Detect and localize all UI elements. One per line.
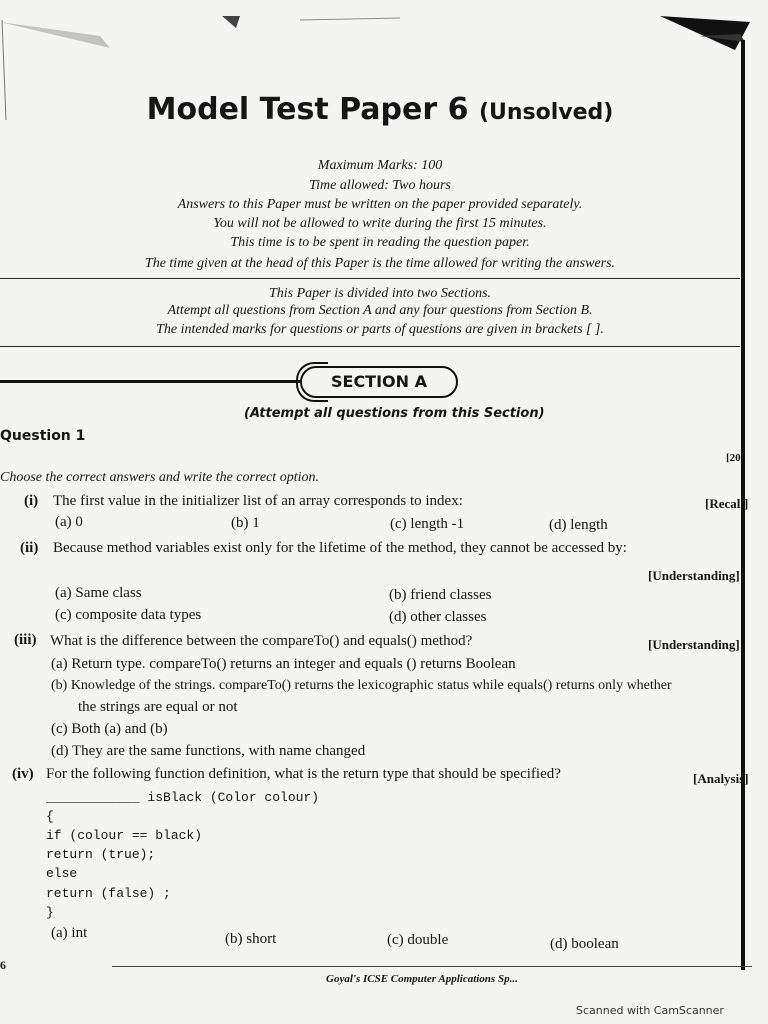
q1-option-b: (b) 1 bbox=[231, 515, 260, 531]
q4-code-line-5: else bbox=[46, 866, 78, 881]
q2-tag: [Understanding] bbox=[648, 568, 740, 583]
footer-text: Goyal's ICSE Computer Applications Sp... bbox=[326, 973, 518, 985]
q3-option-a: (a) Return type. compareTo() returns an integer and equals () returns Boolean bbox=[51, 656, 516, 672]
footer-rule bbox=[112, 966, 752, 967]
section-a-label: SECTION A bbox=[300, 366, 458, 398]
instruction-no-writing: You will not be allowed to write during the first 15 minutes. bbox=[213, 216, 547, 231]
q4-text: For the following function definition, what is the return type that should be specified? bbox=[46, 766, 561, 782]
division-attempt: Attempt all questions from Section A and any four questions from Section B. bbox=[167, 303, 593, 318]
q1-option-a: (a) 0 bbox=[55, 514, 83, 530]
q3-option-c: (c) Both (a) and (b) bbox=[51, 721, 168, 737]
section-rule bbox=[0, 380, 304, 383]
q3-option-b-continued: the strings are equal or not bbox=[78, 699, 238, 715]
q2-option-c: (c) composite data types bbox=[55, 607, 202, 623]
division-sections: This Paper is divided into two Sections. bbox=[268, 286, 492, 301]
q3-option-d: (d) They are the same functions, with name changed bbox=[51, 743, 366, 759]
instruction-answers: Answers to this Paper must be written on the paper provided separately. bbox=[177, 197, 583, 212]
page-title: Model Test Paper 6 (Unsolved) bbox=[146, 92, 614, 127]
q1-tag: [Recall] bbox=[705, 496, 749, 511]
q4-code-line-4: return (true); bbox=[46, 847, 156, 862]
q1-option-c: (c) length -1 bbox=[390, 516, 465, 532]
instruction-time-given: The time given at the head of this Paper is the time allowed for writing the answers. bbox=[144, 256, 616, 271]
camscanner-watermark: Scanned with CamScanner bbox=[576, 1004, 724, 1017]
q4-number: (iv) bbox=[12, 766, 34, 782]
q1-option-d: (d) length bbox=[549, 517, 608, 533]
q4-tag: [Analysis] bbox=[693, 771, 749, 786]
choose-instruction: Choose the correct answers and write the correct option. bbox=[0, 470, 319, 485]
divider-top bbox=[0, 278, 740, 279]
section-note: (Attempt all questions from this Section) bbox=[244, 406, 545, 421]
q4-code-line-2: { bbox=[46, 809, 54, 824]
q2-option-b: (b) friend classes bbox=[389, 587, 492, 603]
instruction-time: Time allowed: Two hours bbox=[309, 178, 451, 193]
question-heading: Question 1 bbox=[0, 428, 86, 444]
instruction-reading: This time is to be spent in reading the question paper. bbox=[230, 235, 530, 250]
page-number: 6 bbox=[0, 958, 6, 972]
q3-text: What is the difference between the compareTo() and equals() method? bbox=[50, 633, 473, 649]
q3-number: (iii) bbox=[14, 632, 37, 648]
instruction-max-marks: Maximum Marks: 100 bbox=[317, 158, 443, 173]
division-marks: The intended marks for questions or parts of questions are given in brackets [ ]. bbox=[156, 322, 604, 337]
q2-option-d: (d) other classes bbox=[389, 609, 487, 625]
q4-option-c: (c) double bbox=[387, 932, 449, 948]
q4-code-line-7: } bbox=[46, 905, 54, 920]
q4-option-a: (a) int bbox=[51, 925, 88, 941]
q4-code-line-6: return (false) ; bbox=[46, 886, 171, 901]
q1-number: (i) bbox=[24, 493, 39, 509]
q3-tag: [Understanding] bbox=[648, 637, 740, 652]
q4-option-b: (b) short bbox=[225, 931, 277, 947]
q3-option-b: (b) Knowledge of the strings. compareTo() returns the lexicographic status while equals() returns only whether bbox=[51, 678, 672, 693]
q2-number: (ii) bbox=[20, 540, 39, 556]
q2-option-a: (a) Same class bbox=[55, 585, 142, 601]
q4-option-d: (d) boolean bbox=[550, 936, 619, 952]
q4-code-line-3: if (colour == black) bbox=[46, 828, 203, 843]
q1-text: The first value in the initializer list of an array corresponds to index: bbox=[53, 493, 463, 509]
q4-code-line-1: ____________ isBlack (Color colour) bbox=[46, 790, 320, 805]
divider-bottom bbox=[0, 346, 740, 347]
q2-text: Because method variables exist only for the lifetime of the method, they cannot be accessed by: bbox=[53, 540, 627, 556]
question-marks: [20] bbox=[726, 452, 745, 464]
